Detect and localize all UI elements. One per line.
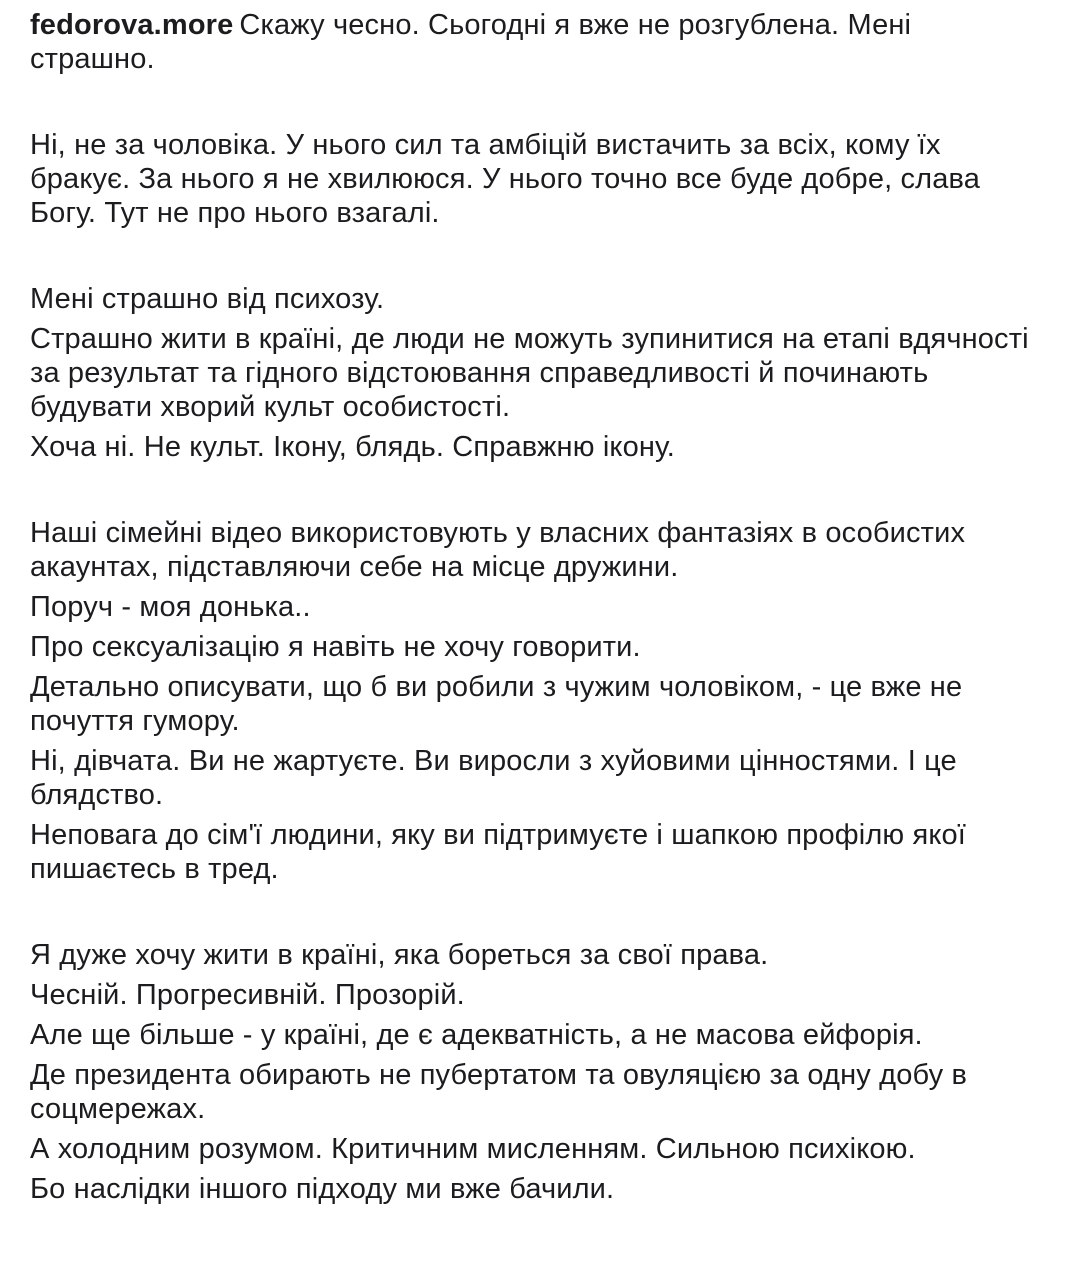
post-author-username[interactable]: fedorova.more [30,9,234,41]
caption-paragraph-3 [30,516,1042,886]
caption-line: Мені страшно від психозу. [30,283,385,315]
caption-line: Поруч - моя донька.. [30,591,311,623]
caption-line: Я дуже хочу жити в країні, яка бореться за свої права. [30,939,769,971]
caption-line: Наші сімейні відео використовують у власних фантазіях в особистих акаунтах, підставляючи себе на місце дружини. [30,517,966,583]
caption-line: Чесній. Прогресивній. Прозорій. [30,979,465,1011]
caption-paragraph-1 [30,128,1042,230]
caption-line: Бо наслідки іншого підходу ми вже бачили. [30,1173,615,1205]
caption-line: А холодним розумом. Критичним мисленням. Сильною психікою. [30,1133,916,1165]
caption-intro-paragraph [30,8,1042,76]
caption-line: Детально описувати, що б ви робили з чужим чоловіком, - це вже не почуття гумору. [30,671,963,737]
post-caption [30,8,1042,1206]
caption-intro-text: Скажу чесно. Сьогодні я вже не розгублена. Мені страшно. [30,9,912,75]
caption-line: Хоча ні. Не культ. Ікону, блядь. Справжню ікону. [30,431,675,463]
caption-line: Ні, не за чоловіка. У нього сил та амбіцій вистачить за всіх, кому їх бракує. За нього я не хвилююся. У нього точно все буде добре, слава Богу. Тут не про нього взагалі. [30,129,981,229]
caption-line: Неповага до сім'ї людини, яку ви підтримуєте і шапкою профілю якої пишаєтесь в тред. [30,819,967,885]
caption-line: Страшно жити в країні, де люди не можуть зупинитися на етапі вдячності за результат та гідного відстоювання справедливості й починають будувати хворий культ особистості. [30,323,1029,423]
caption-paragraph-2 [30,282,1042,464]
caption-line: Де президента обирають не пубертатом та овуляцією за одну добу в соцмережах. [30,1059,968,1125]
caption-paragraph-4 [30,938,1042,1206]
caption-line: Але ще більше - у країні, де є адекватність, а не масова ейфорія. [30,1019,923,1051]
caption-line: Про сексуалізацію я навіть не хочу говорити. [30,631,641,663]
caption-line: Ні, дівчата. Ви не жартуєте. Ви виросли з хуйовими цінностями. І це блядство. [30,745,957,811]
